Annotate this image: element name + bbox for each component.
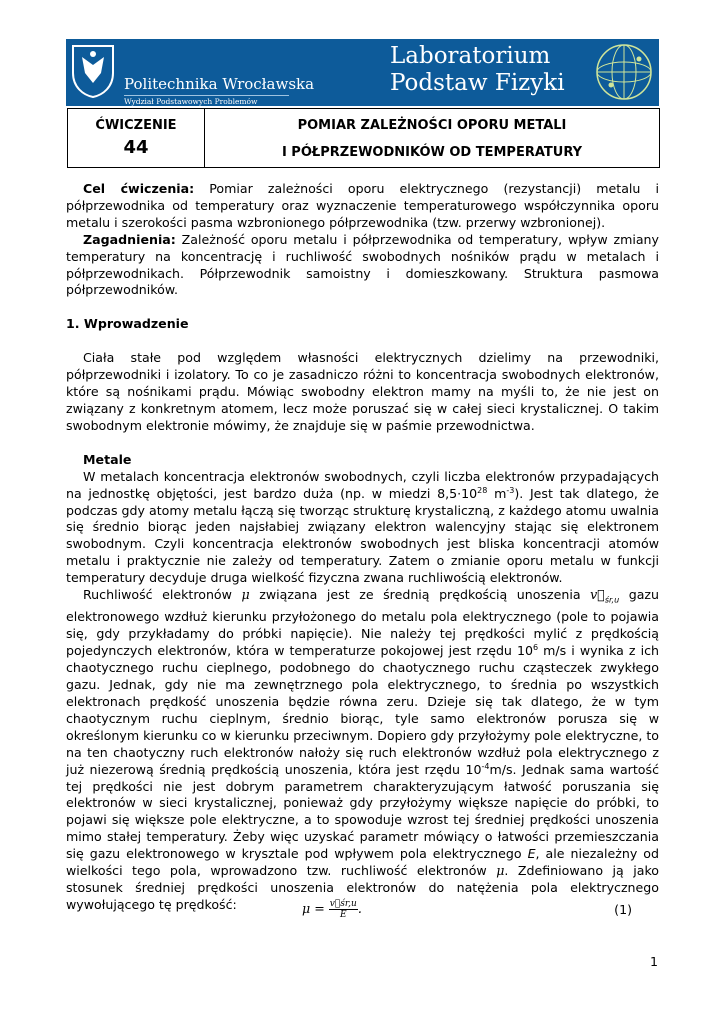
metals-p2-a: Ruchliwość elektronów bbox=[83, 587, 242, 603]
exercise-number: 44 bbox=[123, 137, 149, 158]
metals-p2-sup2: -4 bbox=[481, 761, 490, 771]
metals-p2-f: , ale niezależny od wielkości tego pola, wprowadzono tzw. ruchliwość elektronów bbox=[66, 846, 660, 879]
intro-paragraph: Ciała stałe pod względem własności elektrycznych dzielimy na przewodniki, półprzewodniki i izolatory. To co je zasadniczo różni to koncentracja swobodnych elektronów, które są nośnikami prądu. Mówiąc swobodny elektron mamy na myśli to, że nie jest on związany z konkretnym atomem, lecz może poruszać się w całej sieci krystalicznej. O takim swobodnym elektronie mówimy, że znajduje się w paśmie przewodnictwa. bbox=[66, 350, 659, 433]
equation-expression bbox=[302, 899, 362, 920]
metals-p2-b: związana jest ze średnią prędkością unoszenia bbox=[249, 587, 591, 603]
exercise-title-cell bbox=[205, 109, 659, 167]
metals-p1-b: m bbox=[487, 485, 507, 501]
equation-lhs: μ = bbox=[302, 901, 325, 916]
topics-label: Zagadnienia: bbox=[83, 231, 176, 247]
goal-text: Pomiar zależności oporu elektrycznego (rezystancji) metalu i półprzewodnika od temperatury oraz wyznaczenie temperaturowego współczynnika oporu metalu i szerokości pasma wzbronionego półprzewodnika (tzw. przerwy wzbronionej). bbox=[66, 181, 659, 230]
equation-tail: . bbox=[357, 901, 362, 916]
metals-p2-c: gazu elektronowego wzdłuż kierunku przyłożonego do metalu pola elektrycznego (pole to pojawia się, gdy przykładamy do próbki napięcie). Nie należy tej prędkości mylić z prędkością pojedynczych elektronów, która w temperaturze pokojowej jest rzędu 10 bbox=[66, 587, 660, 659]
university-crest-icon bbox=[70, 43, 116, 99]
velocity-subscript: śr,u bbox=[604, 595, 620, 605]
metals-p1-a: W metalach koncentracja elektronów swobodnych, czyli liczba elektronów przypadających na jednostkę objętości, jest bardzo duża (np. w miedzi 8,5·10 bbox=[66, 468, 659, 501]
subsection-heading-metals: Metale bbox=[83, 451, 132, 467]
faculty-name: Wydział Podstawowych Problemów Techniki bbox=[124, 95, 289, 115]
exercise-header-table bbox=[67, 108, 660, 168]
topics-paragraph bbox=[66, 232, 659, 300]
exercise-title-line2: I PÓŁPRZEWODNIKÓW OD TEMPERATURY bbox=[281, 145, 583, 160]
exercise-label: ĆWICZENIE bbox=[95, 118, 177, 133]
lab-title-line1: Laboratorium bbox=[390, 43, 551, 69]
mu-symbol-2: μ bbox=[496, 863, 505, 879]
equation-fraction bbox=[329, 899, 358, 920]
metals-paragraph-1 bbox=[66, 469, 659, 587]
section-heading-intro: 1. Wprowadzenie bbox=[66, 316, 189, 332]
equation-numerator: v⃗śr,u bbox=[329, 899, 357, 909]
metals-p2-e: m/s. Jednak sama wartość tej prędkości nie jest dobrym parametrem charakteryzującym łatwość poruszania się elektronów w sieci krystalicznej, ponieważ gdy przyłożymy większe napięcie do próbki, to pojawi się większe pole elektryczne, a to spowoduje wzrost tej średniej prędkości unoszenia mimo stałej temperatury. Żeby więc uzyskać parametr mówiący o łatwości przemieszczania się gazu elektronowego w krysztale pod wpływem pola elektrycznego bbox=[66, 761, 659, 862]
field-symbol: E bbox=[527, 846, 536, 862]
page-number: 1 bbox=[650, 954, 659, 969]
lab-title-line2: Podstaw Fizyki bbox=[390, 70, 565, 96]
metals-p1-sup: 28 bbox=[477, 485, 488, 495]
lab-title bbox=[390, 43, 565, 97]
velocity-symbol: v⃗ bbox=[590, 587, 605, 603]
exercise-title-line1: POMIAR ZALEŻNOŚCI OPORU METALI bbox=[297, 118, 567, 133]
header-banner bbox=[66, 39, 659, 115]
equation-number: (1) bbox=[614, 902, 632, 917]
exercise-id-cell bbox=[68, 109, 205, 167]
university-name: Politechnika Wrocławska bbox=[124, 75, 315, 93]
mu-symbol: μ bbox=[241, 587, 250, 603]
goal-label: Cel ćwiczenia: bbox=[83, 181, 195, 196]
metals-p2-g: . Zdefiniowano ją jako stosunek średniej prędkości unoszenia elektronów do natężenia pola elektrycznego wywołującego tę prędkość: bbox=[66, 863, 659, 912]
document-body bbox=[66, 181, 660, 920]
equation-denominator: E bbox=[340, 910, 347, 920]
metals-p1-sup2: -3 bbox=[506, 485, 515, 495]
goal-paragraph bbox=[66, 181, 659, 232]
globe-icon bbox=[593, 41, 655, 103]
topics-text: Zależność oporu metalu i półprzewodnika od temperatury, wpływ zmiany temperatury na koncentrację i ruchliwość swobodnych nośników prądu w metalach i półprzewodnikach. Półprzewodnik samoistny i domieszkowany. Struktura pasmowa półprzewodników. bbox=[66, 231, 659, 298]
metals-p2-sup1: 6 bbox=[533, 643, 539, 653]
metals-paragraph-2 bbox=[66, 587, 659, 914]
metals-p1-c: ). Jest tak dlatego, że podczas gdy atomy metalu łączą się tworząc strukturę krystaliczną, z każdego atomu uwalnia się średnio biorąc jeden najsłabiej związany elektron walencyjny stając się elektronem swobodnym. Czyli koncentracja elektronów swobodnych jest bliska koncentracji atomów metalu i praktycznie nie zależy od temperatury. Zatem o zmianie oporu metalu w funkcji temperatury decyduje druga wielkość fizyczna zwana ruchliwością elektronów. bbox=[66, 485, 660, 586]
metals-p2-d: m/s i wynika z ich chaotycznego ruchu cieplnego, podobnego do chaotycznego ruchu cząsteczek zwykłego gazu. Jednak, gdy nie ma zewnętrznego pola elektrycznego, to średnia po wszystkich elektronach prędkość unoszenia będzie równa zeru. Dzieje się tak dlatego, że w tym chaotycznym ruchu cieplnym, średnio biorąc, tyle samo elektronów porusza się w określonym kierunku co w kierunku przeciwnym. Dopiero gdy przyłożymy pole elektryczne, to na ten chaotyczny ruch elektronów nałoży się ruch elektronów wzdłuż pola elektrycznego z już niezerową średnią prędkością unoszenia, która jest rzędu 10 bbox=[66, 643, 659, 777]
